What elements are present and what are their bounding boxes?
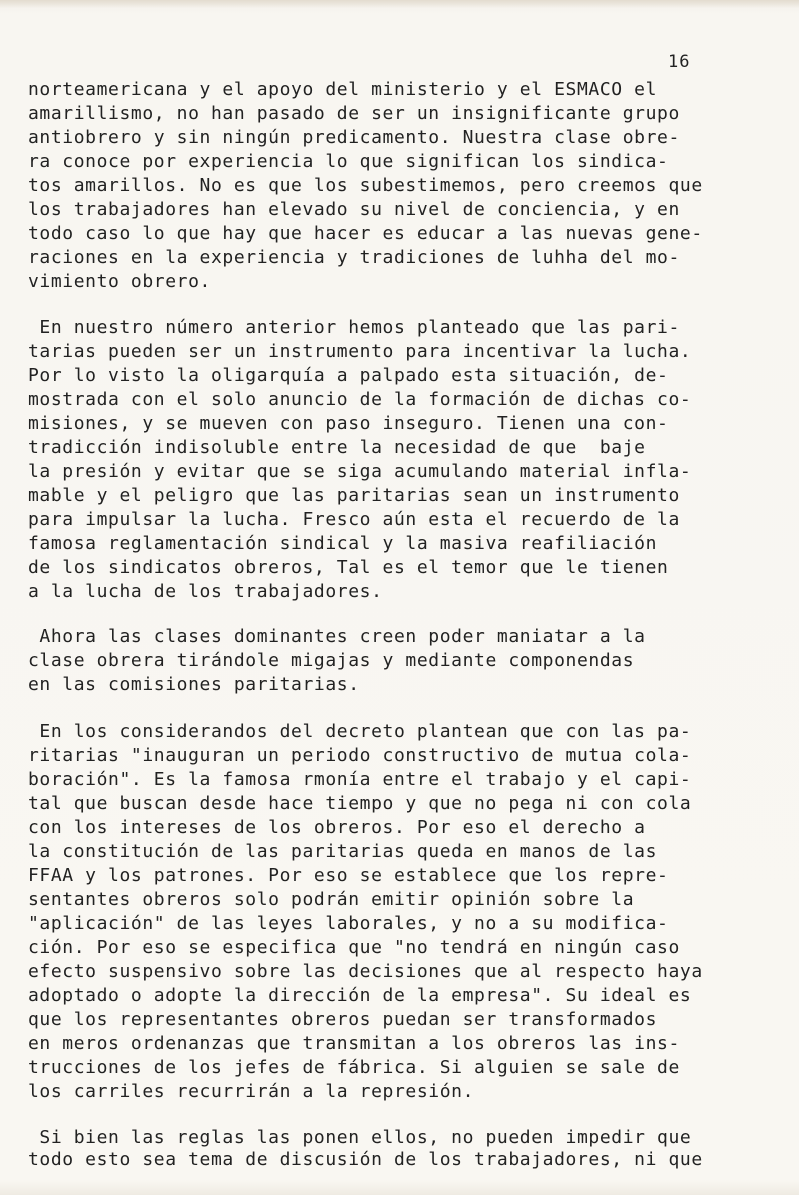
text-line: tal que buscan desde hace tiempo y que no pega ni con cola [28,793,692,814]
paper-edge [0,0,799,8]
text-line: con los intereses de los obreros. Por eso el derecho a [28,817,646,838]
text-line: efecto suspensivo sobre las decisiones que al respecto haya [28,961,703,982]
text-line: amarillismo, no han pasado de ser un insignificante grupo [28,103,680,124]
page-number: 16 [668,52,691,72]
text-line: en las comisiones paritarias. [28,674,360,695]
text-line: todo esto sea tema de discusión de los trabajadores, ni que [28,1149,703,1170]
text-line: mostrada con el solo anuncio de la formación de dichas co- [28,389,692,410]
text-line: en meros ordenanzas que transmitan a los obreros las ins- [28,1033,680,1054]
text-line: ra conoce por experiencia lo que significan los sindica- [28,151,669,172]
text-line: los carriles recurrirán a la represión. [28,1081,475,1102]
text-line: todo caso lo que hay que hacer es educar a las nuevas gene- [28,223,703,244]
text-line: famosa reglamentación sindical y la masiva reafiliación [28,533,658,554]
text-line: que los representantes obreros puedan ser transformados [28,1009,658,1030]
text-line: mable y el peligro que las paritarias sean un instrumento [28,485,680,506]
text-line: clase obrera tirándole migajas y mediante componendas [28,650,635,671]
text-line: para impulsar la lucha. Fresco aún esta el recuerdo de la [28,509,680,530]
text-line: FFAA y los patrones. Por eso se establece que los repre- [28,865,669,886]
text-line: la constitución de las paritarias queda en manos de las [28,841,658,862]
text-line: sentantes obreros solo podrán emitir opinión sobre la [28,889,635,910]
text-line: de los sindicatos obreros, Tal es el temor que le tienen [28,557,669,578]
text-line: tradicción indisoluble entre la necesidad de que baje [28,437,646,458]
text-line: los trabajadores han elevado su nivel de conciencia, y en [28,199,680,220]
text-line: tos amarillos. No es que los subestimemos, pero creemos que [28,175,703,196]
text-line: tarias pueden ser un instrumento para incentivar la lucha. [28,341,692,362]
text-line: a la lucha de los trabajadores. [28,581,383,602]
text-line: boración". Es la famosa rmonía entre el trabajo y el capi- [28,769,692,790]
text-line: trucciones de los jefes de fábrica. Si alguien se sale de [28,1057,680,1078]
text-line: Ahora las clases dominantes creen poder maniatar a la [28,626,646,647]
text-line: "aplicación" de las leyes laborales, y no a su modifica- [28,913,669,934]
text-line: antiobrero y sin ningún predicamento. Nuestra clase obre- [28,127,680,148]
text-line: adoptado o adopte la dirección de la empresa". Su ideal es [28,985,692,1006]
text-line: vimiento obrero. [28,271,211,292]
text-line: misiones, y se mueven con paso inseguro. Tienen una con- [28,413,669,434]
text-line: raciones en la experiencia y tradiciones de luhha del mo- [28,247,680,268]
text-line: Si bien las reglas las ponen ellos, no pueden impedir que [28,1127,692,1148]
text-line: ritarias "inauguran un periodo constructivo de mutua cola- [28,745,692,766]
text-line: En nuestro número anterior hemos planteado que las pari- [28,317,680,338]
text-line: ción. Por eso se especifica que "no tendrá en ningún caso [28,937,680,958]
text-line: En los considerandos del decreto plantean que con las pa- [28,721,692,742]
text-line: norteamericana y el apoyo del ministerio y el ESMACO el [28,79,658,100]
text-line: la presión y evitar que se siga acumulando material infla- [28,461,692,482]
text-line: Por lo visto la oligarquía a palpado esta situación, de- [28,365,669,386]
